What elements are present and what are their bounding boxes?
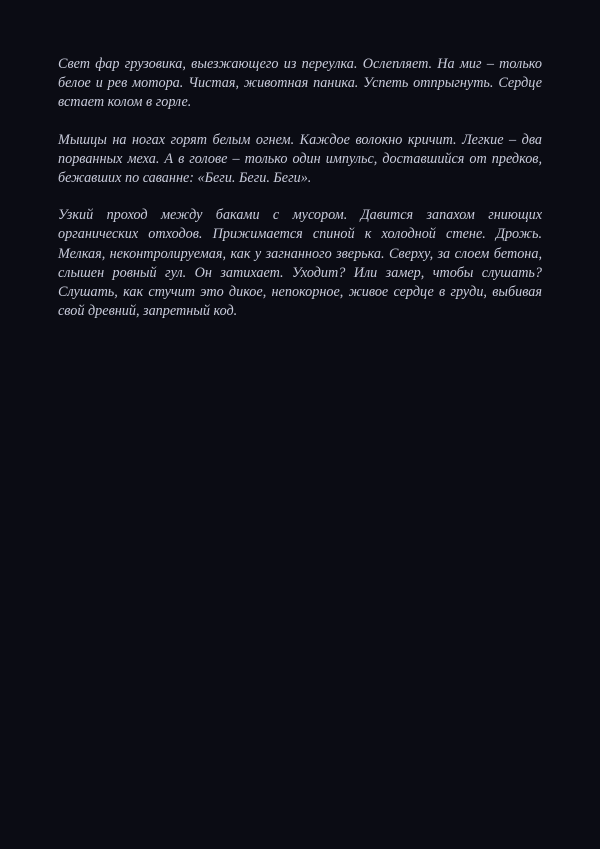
paragraph-3: Узкий проход между баками с мусором. Давится запахом гниющих органических отходов. Прижимается спиной к холодной стене. Дрожь. Мелкая, неконтролируемая, как у загнанного зверька. Сверху, за слоем бетона, слышен ровный гул. Он затихает. Уходит? Или замер, чтобы слушать? Слушать, как стучит это дикое, непокорное, живое сердце в груди, выбивая свой древний, запретный код. [58, 207, 542, 320]
paragraph-2: Мышцы на ногах горят белым огнем. Каждое волокно кричит. Легкие – два порванных меха. А в голове – только один импульс, доставшийся от предков, бежавших по саванне: «Беги. Беги. Беги». [58, 131, 542, 187]
paragraph-1: Свет фар грузовика, выезжающего из переулка. Ослепляет. На миг – только белое и рев мотора. Чистая, животная паника. Успеть отпрыгнуть. Сердце встает колом в горле. [58, 56, 542, 111]
